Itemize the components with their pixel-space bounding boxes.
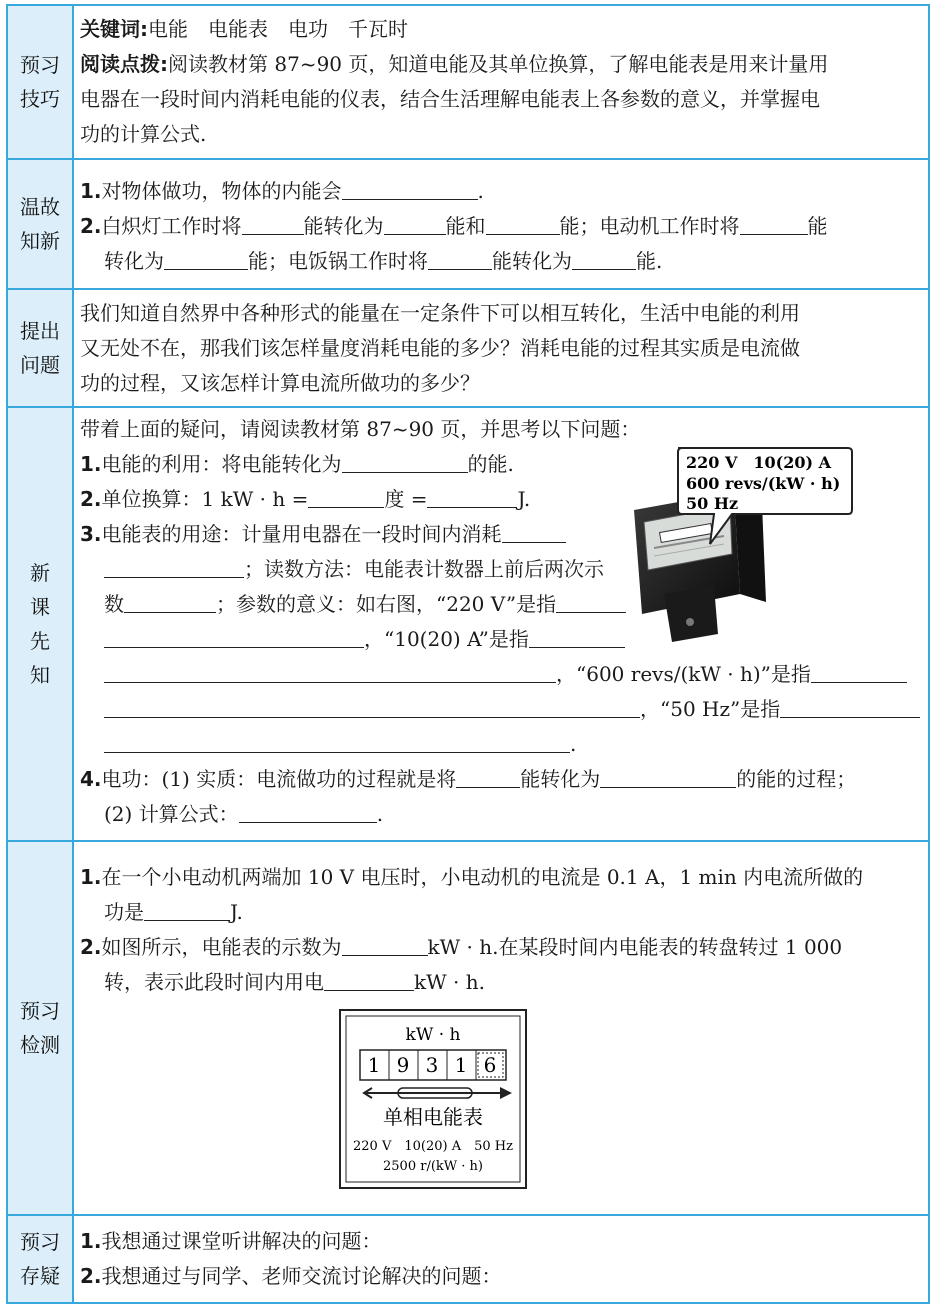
meter-digit: 9 — [396, 1053, 410, 1077]
meter-digit: 3 — [425, 1053, 439, 1077]
meter-name: 单相电能表 — [383, 1105, 483, 1129]
reading-line: 阅读教材第 87~90 页，知道电能及其单位换算，了解电能表是用来计量用 — [168, 52, 829, 76]
reading-label: 阅读点拨 — [80, 52, 160, 76]
answer-blank[interactable] — [428, 247, 492, 270]
answer-blank[interactable] — [104, 625, 364, 648]
answer-blank[interactable] — [104, 695, 640, 718]
answer-blank[interactable] — [502, 520, 566, 543]
answer-blank[interactable] — [486, 212, 560, 235]
bubble-line: 220 V 10(20) A — [686, 453, 832, 472]
answer-blank[interactable] — [104, 660, 556, 683]
answer-blank[interactable] — [164, 247, 248, 270]
meter-specs: 220 V 10(20) A 50 Hz — [353, 1139, 513, 1154]
row-new-lesson: 新 课 先 知 带着上面的疑问，请阅读教材第 87~90 页，并思考以下问题： 1.电能的利用：将电能转化为 的能. 2.单位换算：1 kW · h = 度 = J. 3.电能表的用途：计量用电器在一段时间内消耗 ；读数方法：电能表计数器上前后两次示 数 ；参数的意义：如右图，“220 V”是指 ，“10(20) A”是指 ，“600 revs/(kW · h)”是指 ，“50 Hz”是指 . 4.电功：(1) 实质：电流做功的过程就是将 能转化为 的能的过程； (2) 计算公式： . 220 V 10(20) A 600 revs/(kW · h) 50 Hz — [8, 408, 928, 842]
row-doubts: 预习 存疑 1.我想通过课堂听讲解决的问题： 2.我想通过与同学、老师交流讨论解决的问题： — [8, 1216, 928, 1302]
answer-blank[interactable] — [242, 212, 304, 235]
bubble-line: 50 Hz — [686, 494, 739, 513]
answer-blank[interactable] — [308, 485, 384, 508]
row-check: 预习 检测 1.在一个小电动机两端加 10 V 电压时，小电动机的电流是 0.1 A，1 min 内电流所做的 功是 J. 2.如图所示，电能表的示数为 kW · h.在某段时间内电能表的转盘转过 1 000 转，表示此段时间内用电 kW · h. kW · h 1 9 3 1 6 单相电能表 220 V 10(20) A 50 Hz 2500 r/(kW · h) — [8, 842, 928, 1216]
meter-digit: 1 — [454, 1053, 468, 1077]
answer-blank[interactable] — [456, 765, 520, 788]
meter-unit: kW · h — [405, 1025, 461, 1045]
answer-blank[interactable] — [104, 555, 244, 578]
row-label: 新 课 先 知 — [8, 408, 74, 840]
answer-blank[interactable] — [342, 450, 468, 473]
answer-blank[interactable] — [124, 590, 216, 613]
answer-blank[interactable] — [342, 933, 428, 956]
row-question: 提出 问题 我们知道自然界中各种形式的能量在一定条件下可以相互转化，生活中电能的利用 又无处不在，那我们该怎样量度消耗电能的多少？消耗电能的过程其实质是电流做 功的过程，又该怎样计算电流所做功的多少？ — [8, 290, 928, 408]
keywords-label: 关键词 — [80, 17, 140, 41]
answer-blank[interactable] — [740, 212, 808, 235]
meter-digit: 6 — [483, 1053, 497, 1077]
bubble-line: 600 revs/(kW · h) — [686, 474, 841, 493]
meter-digit: 1 — [367, 1053, 381, 1077]
answer-blank[interactable] — [144, 898, 230, 921]
answer-blank[interactable] — [427, 485, 517, 508]
answer-blank[interactable] — [572, 247, 636, 270]
worksheet-table — [6, 4, 930, 1304]
row-label: 提出 问题 — [8, 290, 74, 406]
row-label: 预习 检测 — [8, 842, 74, 1214]
answer-blank[interactable] — [529, 625, 625, 648]
keywords: 电能 电能表 电功 千瓦时 — [148, 17, 408, 41]
answer-blank[interactable] — [342, 177, 478, 200]
row-label: 预习 技巧 — [8, 6, 74, 158]
reading-line: 功的计算公式. — [80, 122, 207, 146]
answer-blank[interactable] — [780, 695, 920, 718]
electric-meter-photo — [614, 444, 854, 644]
meter-rate: 2500 r/(kW · h) — [383, 1159, 483, 1174]
answer-blank[interactable] — [811, 660, 907, 683]
row-review: 温故 知新 1.对物体做功，物体的内能会 . 2.白炽灯工作时将 能转化为 能和 能；电动机工作时将 能 转化为 能；电饭锅工作时将 能转化为 能. — [8, 160, 928, 290]
answer-blank[interactable] — [239, 800, 377, 823]
answer-blank[interactable] — [600, 765, 736, 788]
row-label: 预习 存疑 — [8, 1216, 74, 1302]
answer-blank[interactable] — [104, 730, 570, 753]
reading-line: 电器在一段时间内消耗电能的仪表，结合生活理解电能表上各参数的意义，并掌握电 — [80, 87, 820, 111]
meter-diagram — [338, 1008, 528, 1190]
answer-blank[interactable] — [384, 212, 446, 235]
row-label: 温故 知新 — [8, 160, 74, 288]
row-preview-skills: 预习 技巧 关键词:电能 电能表 电功 千瓦时 阅读点拨:阅读教材第 87~90 页，知道电能及其单位换算，了解电能表是用来计量用 电器在一段时间内消耗电能的仪表，结合生活理解电能表上各参数的意义，并掌握电 功的计算公式. — [8, 6, 928, 160]
answer-blank[interactable] — [324, 968, 414, 991]
